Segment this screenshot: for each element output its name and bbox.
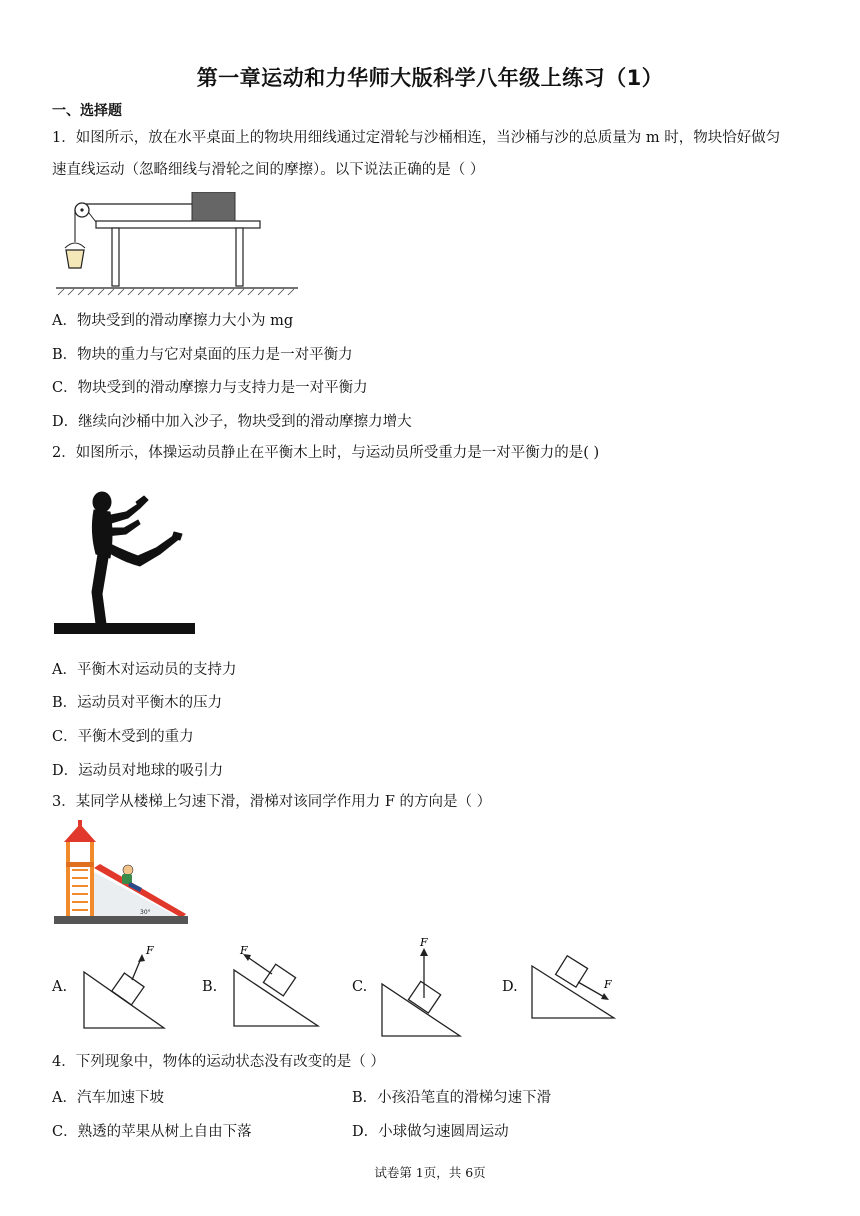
question-3-text: 3．某同学从楼梯上匀速下滑，滑梯对该同学作用力 F 的方向是（ ） bbox=[52, 794, 492, 810]
page-title: 第一章运动和力华师大版科学八年级上练习（1） bbox=[196, 66, 664, 90]
question-4-option-a: A．汽车加速下坡 bbox=[52, 1090, 164, 1106]
question-1-text-line2: 速直线运动（忽略细线与滑轮之间的摩擦）。以下说法正确的是（ ） bbox=[52, 162, 485, 178]
question-2-text: 2．如图所示，体操运动员静止在平衡木上时，与运动员所受重力是一对平衡力的是( ) bbox=[52, 445, 600, 461]
child bbox=[123, 865, 133, 875]
option-d-diagram bbox=[530, 950, 620, 1020]
question-4-option-b: B．小孩沿笔直的滑梯匀速下滑 bbox=[352, 1090, 552, 1106]
force-label-d: F bbox=[604, 978, 612, 991]
question-4-option-d: D．小球做匀速圆周运动 bbox=[352, 1124, 509, 1140]
slide-roof bbox=[64, 824, 96, 842]
question-1-option-d: D．继续向沙桶中加入沙子，物块受到的滑动摩擦力增大 bbox=[52, 414, 412, 430]
gymnast-silhouette bbox=[92, 492, 182, 624]
section-heading: 一、选择题 bbox=[52, 103, 122, 119]
question-1-option-a: A．物块受到的滑动摩擦力大小为 mg bbox=[52, 313, 294, 329]
force-label-b: F bbox=[240, 944, 248, 957]
question-1-text-line1: 1．如图所示，放在水平桌面上的物块用细线通过定滑轮与沙桶相连，当沙桶与沙的总质量为 m 时，物块恰好做匀 bbox=[52, 130, 781, 146]
table-leg-left bbox=[112, 228, 119, 286]
page-footer: 试卷第 1页，共 6页 bbox=[374, 1165, 486, 1180]
gymnast-figure bbox=[52, 482, 202, 640]
slide-base bbox=[54, 916, 188, 924]
force-label-a: F bbox=[146, 944, 154, 957]
table-leg-right bbox=[236, 228, 243, 286]
option-c-diagram bbox=[380, 934, 464, 1038]
question-3-option-d: D. bbox=[502, 979, 518, 995]
block bbox=[192, 192, 235, 221]
pulley-table-figure bbox=[52, 192, 302, 298]
question-2-option-c: C．平衡木受到的重力 bbox=[52, 729, 194, 745]
table-top bbox=[96, 221, 260, 228]
force-label-c: F bbox=[420, 936, 428, 949]
question-3-option-a: A. bbox=[52, 979, 68, 995]
slide-figure bbox=[52, 820, 190, 926]
question-3-option-c: C. bbox=[352, 979, 368, 995]
angle-label: 30° bbox=[140, 909, 151, 916]
question-3-option-b: B. bbox=[202, 979, 218, 995]
question-4-option-c: C．熟透的苹果从树上自由下落 bbox=[52, 1124, 252, 1140]
option-a-diagram bbox=[82, 940, 168, 1030]
question-4-text: 4．下列现象中，物体的运动状态没有改变的是（ ） bbox=[52, 1054, 385, 1070]
option-b-diagram bbox=[232, 944, 322, 1028]
question-2-option-b: B．运动员对平衡木的压力 bbox=[52, 695, 223, 711]
sand-bucket bbox=[66, 250, 84, 268]
balance-beam bbox=[54, 623, 195, 634]
question-2-option-a: A．平衡木对运动员的支持力 bbox=[52, 662, 237, 678]
question-1-option-b: B．物块的重力与它对桌面的压力是一对平衡力 bbox=[52, 347, 353, 363]
question-1-option-c: C．物块受到的滑动摩擦力与支持力是一对平衡力 bbox=[52, 380, 368, 396]
question-2-option-d: D．运动员对地球的吸引力 bbox=[52, 763, 224, 779]
